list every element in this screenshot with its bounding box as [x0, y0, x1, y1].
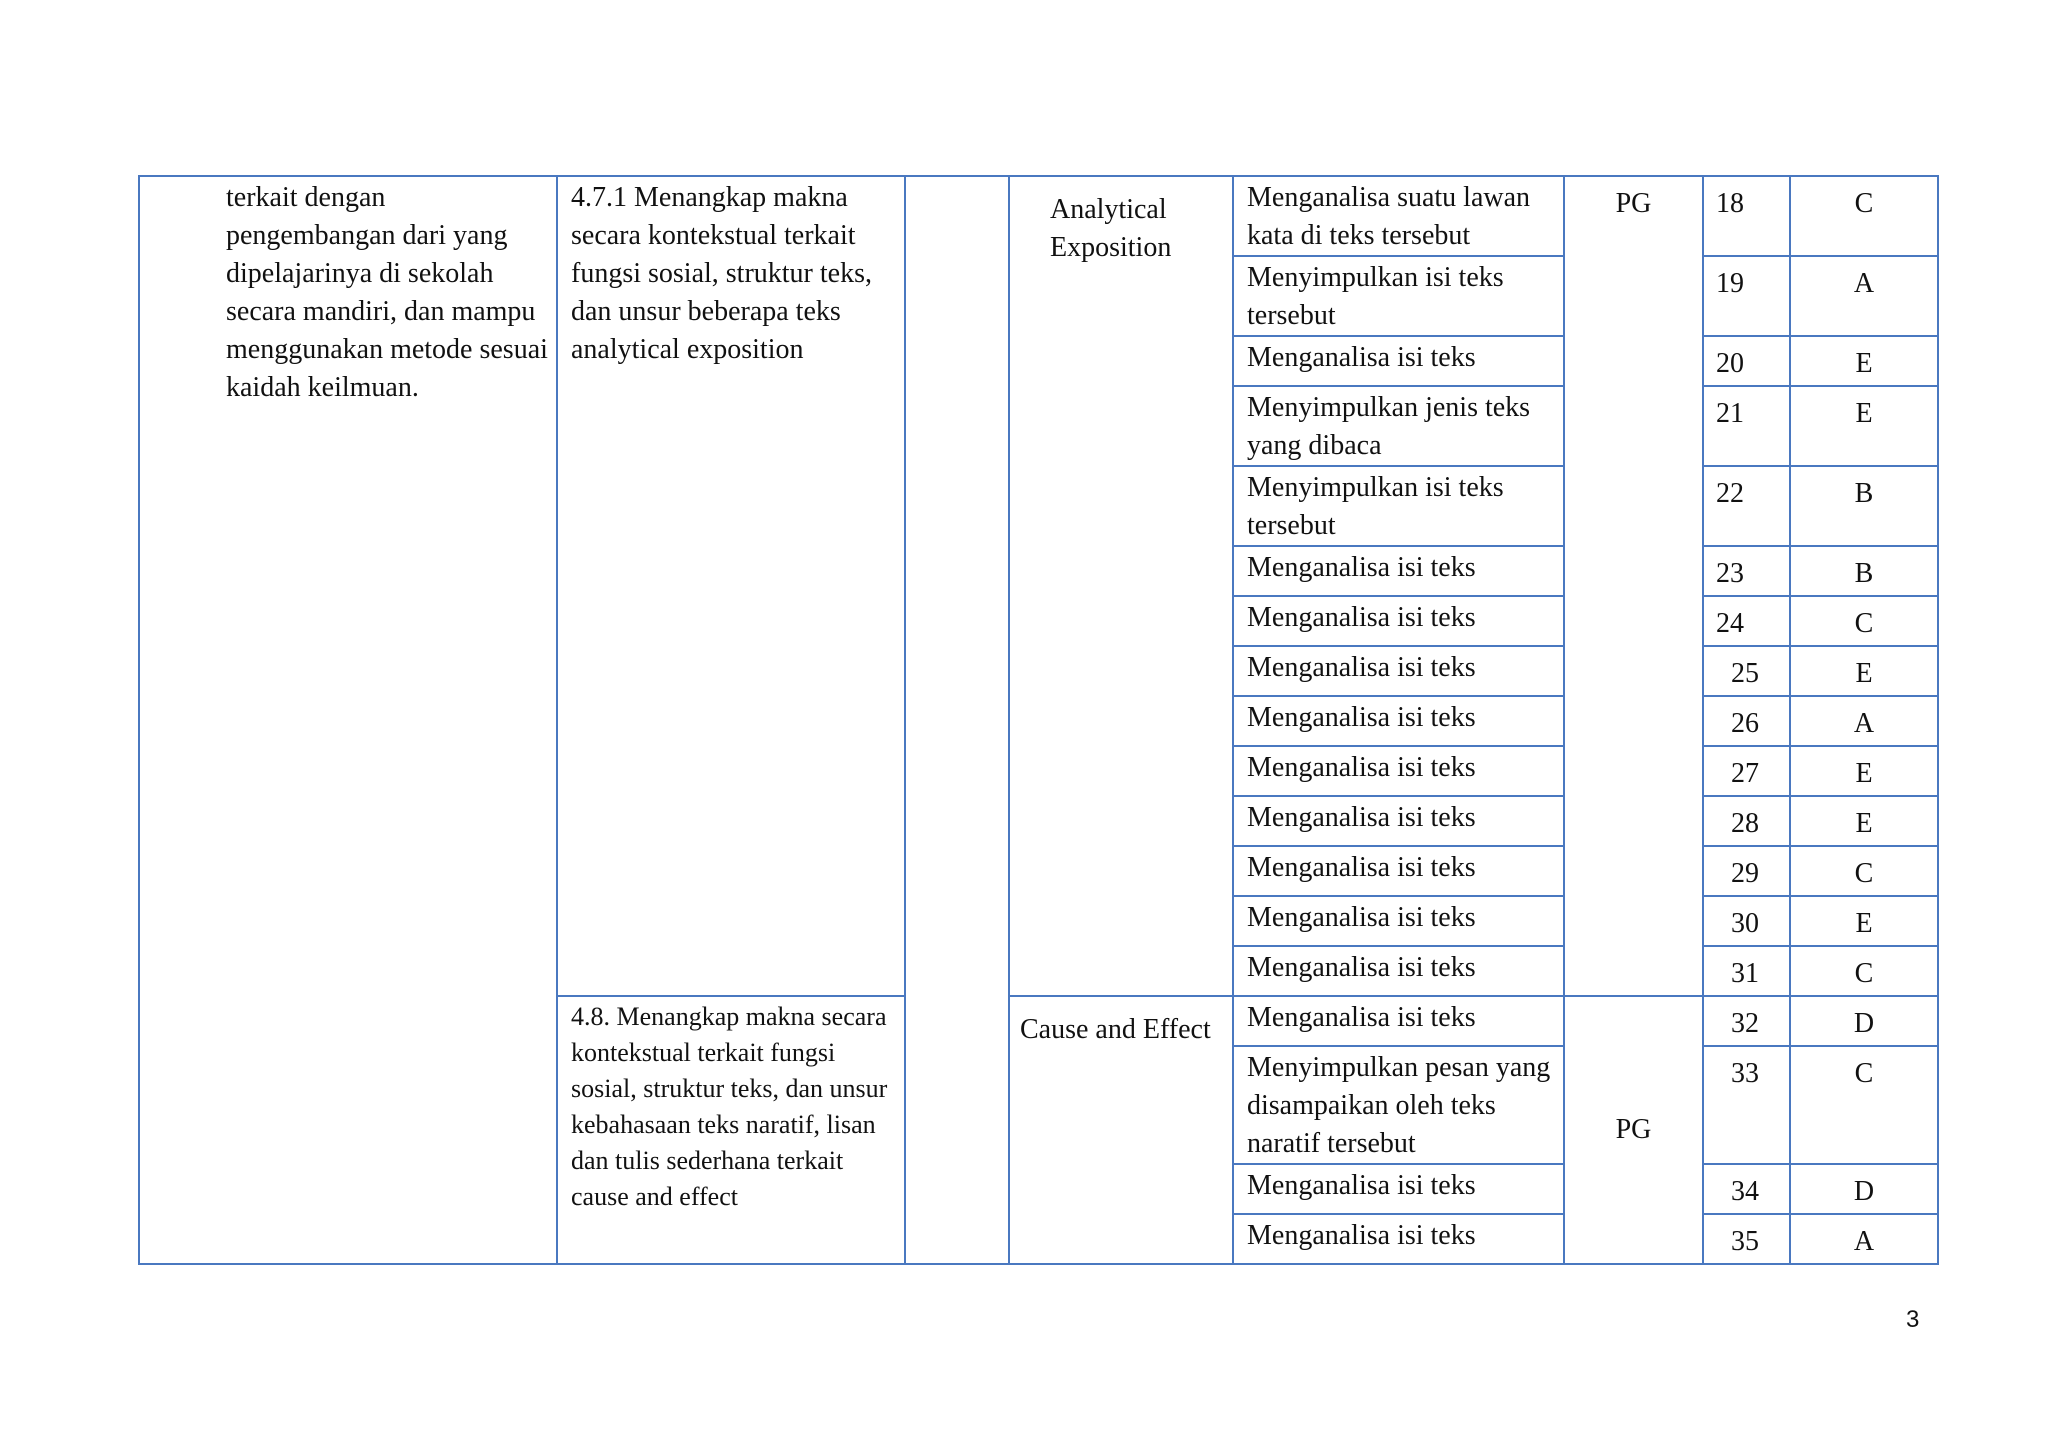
question-number-cell: 27 — [1703, 746, 1790, 796]
empty-column-cell — [905, 176, 1009, 1264]
question-indicator-cell: Menganalisa isi teks — [1233, 1164, 1564, 1214]
question-indicator-cell: Menganalisa isi teks — [1233, 696, 1564, 746]
question-number-cell: 22 — [1703, 466, 1790, 546]
answer-key-cell: E — [1790, 386, 1938, 466]
question-indicator-cell: Menyimpulkan pesan yang disampaikan oleh teks naratif tersebut — [1233, 1046, 1564, 1164]
indicator-cell-4-7-1: 4.7.1 Menangkap makna secara kontekstual terkait fungsi sosial, struktur teks, dan unsur beberapa teks analytical exposition — [557, 176, 905, 996]
answer-key-cell: E — [1790, 336, 1938, 386]
answer-key-cell: A — [1790, 256, 1938, 336]
question-number-cell: 19 — [1703, 256, 1790, 336]
question-indicator-cell: Menganalisa isi teks — [1233, 646, 1564, 696]
question-number-cell: 20 — [1703, 336, 1790, 386]
question-number-cell: 32 — [1703, 996, 1790, 1046]
answer-key-cell: A — [1790, 1214, 1938, 1264]
question-number-cell: 24 — [1703, 596, 1790, 646]
question-number-cell: 30 — [1703, 896, 1790, 946]
question-number-cell: 28 — [1703, 796, 1790, 846]
kisi-kisi-table — [138, 175, 1939, 1265]
answer-key-cell: D — [1790, 996, 1938, 1046]
page-number: 3 — [1906, 1306, 1920, 1333]
question-number-cell: 18 — [1703, 176, 1790, 256]
answer-key-cell: C — [1790, 596, 1938, 646]
question-number-cell: 23 — [1703, 546, 1790, 596]
answer-key-cell: C — [1790, 946, 1938, 996]
answer-key-cell: E — [1790, 746, 1938, 796]
question-indicator-cell: Menganalisa isi teks — [1233, 596, 1564, 646]
question-number-cell: 35 — [1703, 1214, 1790, 1264]
competency-cell: terkait dengan pengembangan dari yang dipelajarinya di sekolah secara mandiri, dan mampu menggunakan metode sesuai kaidah keilmuan. — [139, 176, 557, 1264]
answer-key-cell: C — [1790, 846, 1938, 896]
answer-key-cell: E — [1790, 796, 1938, 846]
question-indicator-cell: Menganalisa isi teks — [1233, 896, 1564, 946]
question-indicator-cell: Menyimpulkan jenis teks yang dibaca — [1233, 386, 1564, 466]
material-cell-cause-and-effect: Cause and Effect — [1009, 996, 1233, 1264]
answer-key-cell: B — [1790, 466, 1938, 546]
answer-key-cell: A — [1790, 696, 1938, 746]
form-cell-pg: PG — [1564, 996, 1703, 1264]
material-cell-analytical-exposition: Analytical Exposition — [1009, 176, 1233, 996]
table-row — [139, 176, 1938, 256]
question-indicator-cell: Menyimpulkan isi teks tersebut — [1233, 466, 1564, 546]
question-number-cell: 21 — [1703, 386, 1790, 466]
question-number-cell: 29 — [1703, 846, 1790, 896]
question-number-cell: 34 — [1703, 1164, 1790, 1214]
question-indicator-cell: Menganalisa isi teks — [1233, 796, 1564, 846]
answer-key-cell: B — [1790, 546, 1938, 596]
question-number-cell: 26 — [1703, 696, 1790, 746]
question-number-cell: 31 — [1703, 946, 1790, 996]
question-indicator-cell: Menganalisa isi teks — [1233, 846, 1564, 896]
question-indicator-cell: Menganalisa isi teks — [1233, 996, 1564, 1046]
question-indicator-cell: Menyimpulkan isi teks tersebut — [1233, 256, 1564, 336]
answer-key-cell: E — [1790, 896, 1938, 946]
answer-key-cell: D — [1790, 1164, 1938, 1214]
question-indicator-cell: Menganalisa isi teks — [1233, 1214, 1564, 1264]
question-indicator-cell: Menganalisa isi teks — [1233, 946, 1564, 996]
question-number-cell: 25 — [1703, 646, 1790, 696]
form-cell-pg: PG — [1564, 176, 1703, 996]
question-indicator-cell: Menganalisa suatu lawan kata di teks tersebut — [1233, 176, 1564, 256]
question-indicator-cell: Menganalisa isi teks — [1233, 336, 1564, 386]
answer-key-cell: E — [1790, 646, 1938, 696]
answer-key-cell: C — [1790, 1046, 1938, 1164]
question-indicator-cell: Menganalisa isi teks — [1233, 546, 1564, 596]
question-indicator-cell: Menganalisa isi teks — [1233, 746, 1564, 796]
indicator-cell-4-8: 4.8. Menangkap makna secara kontekstual terkait fungsi sosial, struktur teks, dan unsur kebahasaan teks naratif, lisan dan tulis sederhana terkait cause and effect — [557, 996, 905, 1264]
question-number-cell: 33 — [1703, 1046, 1790, 1164]
answer-key-cell: C — [1790, 176, 1938, 256]
